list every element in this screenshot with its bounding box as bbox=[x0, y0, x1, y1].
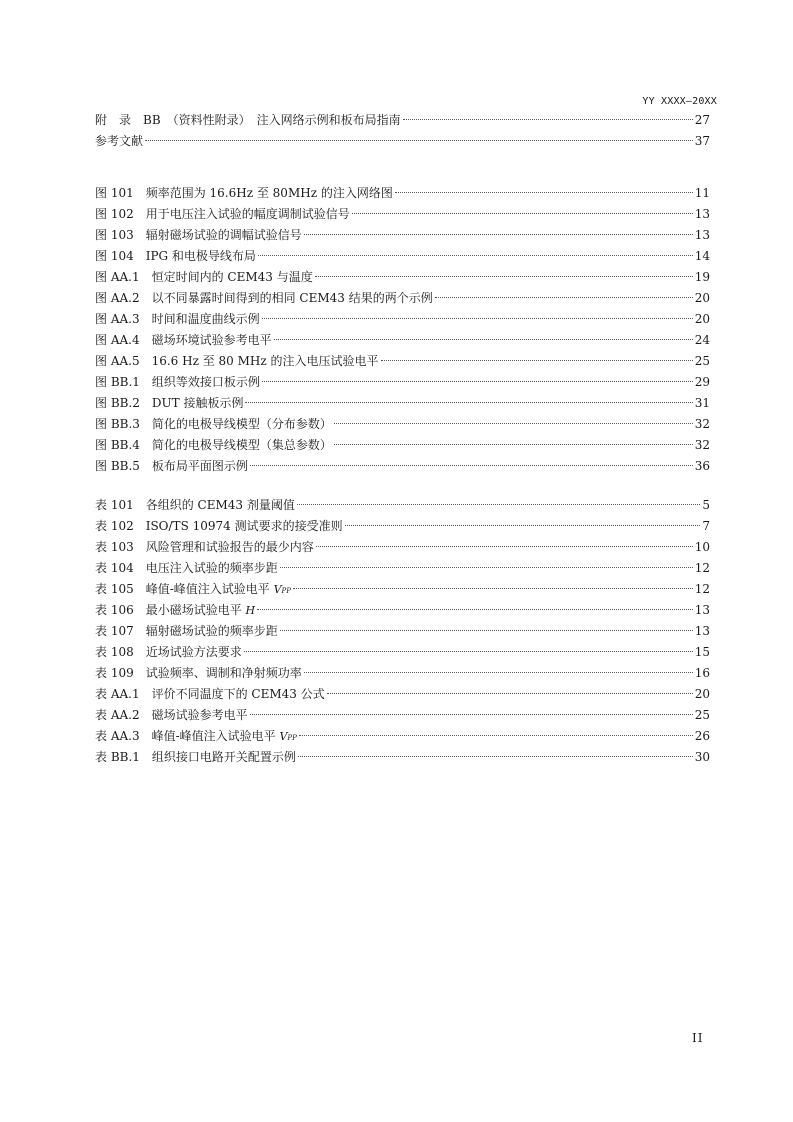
toc-entry-page: 19 bbox=[694, 270, 710, 284]
dot-leader bbox=[244, 651, 693, 652]
toc-entry[interactable] bbox=[95, 435, 710, 456]
toc-entry-page: 14 bbox=[694, 249, 710, 263]
toc-entry-page: 5 bbox=[702, 498, 710, 512]
toc-entry[interactable] bbox=[95, 330, 710, 351]
dot-leader bbox=[334, 444, 693, 445]
toc-entry-label: 表 106 最小磁场试验电平 bbox=[95, 603, 246, 617]
toc-entry[interactable] bbox=[95, 309, 710, 330]
toc-entry-page: 20 bbox=[694, 291, 710, 305]
toc-entry[interactable] bbox=[95, 414, 710, 435]
toc-entry[interactable] bbox=[95, 747, 710, 768]
dot-leader bbox=[316, 546, 693, 547]
toc-entry-page: 20 bbox=[694, 312, 710, 326]
toc-entry-page: 15 bbox=[694, 645, 710, 659]
dot-leader bbox=[345, 525, 701, 526]
toc-entry-label: 图 101 频率范围为 16.6Hz 至 80MHz 的注入网络图 bbox=[95, 186, 393, 200]
dot-leader bbox=[245, 402, 692, 403]
toc-entry-page: 20 bbox=[694, 687, 710, 701]
toc-entry[interactable] bbox=[95, 183, 710, 204]
toc-entry[interactable] bbox=[95, 726, 710, 747]
toc-entry-symbol bbox=[274, 579, 291, 602]
toc-entry-page: 25 bbox=[694, 354, 710, 368]
toc-entry-page: 25 bbox=[694, 708, 710, 722]
dot-leader bbox=[435, 297, 693, 298]
toc-entry-label: 表 AA.1 评价不同温度下的 CEM43 公式 bbox=[95, 687, 325, 701]
toc-entry-label: 表 103 风险管理和试验报告的最少内容 bbox=[95, 540, 314, 554]
toc-entry[interactable] bbox=[95, 537, 710, 558]
toc-entry[interactable] bbox=[95, 246, 710, 267]
toc-entry[interactable] bbox=[95, 642, 710, 663]
toc-entry-label: 图 102 用于电压注入试验的幅度调制试验信号 bbox=[95, 207, 350, 221]
toc-entry-label: 图 BB.2 DUT 接触板示例 bbox=[95, 396, 244, 410]
dot-leader bbox=[304, 234, 693, 235]
dot-leader bbox=[250, 465, 693, 466]
toc-entry-page: 37 bbox=[694, 134, 710, 148]
toc-entry[interactable] bbox=[95, 600, 710, 621]
toc-entry-page: 16 bbox=[694, 666, 710, 680]
symbol-letter: V bbox=[279, 730, 288, 743]
toc-entry[interactable] bbox=[95, 579, 710, 600]
toc-entry-label: 图 AA.1 恒定时间内的 CEM43 与温度 bbox=[95, 270, 313, 284]
toc-entry[interactable] bbox=[95, 267, 710, 288]
page-number: II bbox=[692, 1031, 704, 1045]
toc-entry-page: 13 bbox=[694, 228, 710, 242]
toc-entry-label: 图 AA.2 以不同暴露时间得到的相同 CEM43 结果的两个示例 bbox=[95, 291, 433, 305]
toc-entry-page: 32 bbox=[694, 438, 710, 452]
toc-entry[interactable] bbox=[95, 372, 710, 393]
symbol-letter: H bbox=[245, 604, 256, 617]
dot-leader bbox=[293, 588, 693, 589]
dot-leader bbox=[257, 609, 693, 610]
toc-entry[interactable] bbox=[95, 456, 710, 477]
dot-leader bbox=[262, 318, 693, 319]
toc-entry-page: 12 bbox=[694, 561, 710, 575]
document-code: YY XXXX—20XX bbox=[642, 96, 717, 107]
toc-entry[interactable] bbox=[95, 288, 710, 309]
toc-entry[interactable] bbox=[95, 131, 710, 152]
toc-entry-page: 7 bbox=[702, 519, 710, 533]
toc-entry-page: 12 bbox=[694, 582, 710, 596]
dot-leader bbox=[352, 213, 693, 214]
symbol-subscript: PP bbox=[287, 734, 297, 742]
dot-leader bbox=[258, 255, 693, 256]
toc-entry-label: 表 102 ISO/TS 10974 测试要求的接受准则 bbox=[95, 519, 343, 533]
toc-entry-label: 图 AA.3 时间和温度曲线示例 bbox=[95, 312, 260, 326]
toc-entry[interactable] bbox=[95, 621, 710, 642]
toc-entry-label: 表 101 各组织的 CEM43 剂量阈值 bbox=[95, 498, 295, 512]
toc-entry-label: 表 AA.2 磁场试验参考电平 bbox=[95, 708, 248, 722]
symbol-subscript: PP bbox=[281, 587, 291, 595]
dot-leader bbox=[334, 423, 693, 424]
dot-leader bbox=[250, 714, 693, 715]
dot-leader bbox=[327, 693, 693, 694]
toc-entry-page: 24 bbox=[694, 333, 710, 347]
toc-entry-label: 表 108 近场试验方法要求 bbox=[95, 645, 242, 659]
toc-entry-label: 图 103 辐射磁场试验的调幅试验信号 bbox=[95, 228, 302, 242]
toc-entry-label: 表 109 试验频率、调制和净射频功率 bbox=[95, 666, 302, 680]
dot-leader bbox=[145, 140, 693, 141]
toc-entry[interactable] bbox=[95, 516, 710, 537]
toc-entry-label: 表 AA.3 峰值-峰值注入试验电平 bbox=[95, 729, 280, 743]
toc-entry-label: 图 AA.5 16.6 Hz 至 80 MHz 的注入电压试验电平 bbox=[95, 354, 379, 368]
toc-entry-page: 13 bbox=[694, 603, 710, 617]
toc-entry-page: 26 bbox=[694, 729, 710, 743]
toc-entry-symbol bbox=[279, 726, 296, 749]
toc-entry[interactable] bbox=[95, 393, 710, 414]
toc-entry-page: 36 bbox=[694, 459, 710, 473]
toc-entry[interactable] bbox=[95, 684, 710, 705]
toc-entry-label: 图 BB.4 简化的电极导线模型（集总参数） bbox=[95, 438, 332, 452]
dot-leader bbox=[403, 119, 693, 120]
toc-entry-label: 参考文献 bbox=[95, 134, 144, 148]
dot-leader bbox=[299, 735, 693, 736]
dot-leader bbox=[304, 672, 693, 673]
toc-entry[interactable] bbox=[95, 705, 710, 726]
toc-entry-label: 表 104 电压注入试验的频率步距 bbox=[95, 561, 278, 575]
toc-entry-page: 27 bbox=[694, 113, 710, 127]
symbol-letter: V bbox=[273, 583, 282, 596]
toc-entry-label: 表 107 辐射磁场试验的频率步距 bbox=[95, 624, 278, 638]
dot-leader bbox=[280, 567, 693, 568]
toc-entry-label: 附 录 BB （资料性附录） 注入网络示例和板布局指南 bbox=[95, 113, 401, 127]
toc-entry[interactable] bbox=[95, 225, 710, 246]
toc-entry-page: 13 bbox=[694, 207, 710, 221]
toc-entry-label: 图 AA.4 磁场环境试验参考电平 bbox=[95, 333, 272, 347]
toc-figures-section bbox=[95, 183, 710, 477]
dot-leader bbox=[274, 339, 693, 340]
toc-tables-section bbox=[95, 495, 710, 768]
toc-entry[interactable] bbox=[95, 558, 710, 579]
toc-entry[interactable] bbox=[95, 663, 710, 684]
toc-entry-symbol bbox=[246, 600, 256, 621]
toc-entry-label: 图 BB.3 简化的电极导线模型（分布参数） bbox=[95, 417, 332, 431]
toc-entry-page: 30 bbox=[694, 750, 710, 764]
dot-leader bbox=[395, 192, 693, 193]
toc-entry-label: 图 BB.1 组织等效接口板示例 bbox=[95, 375, 260, 389]
toc-entry[interactable] bbox=[95, 110, 710, 131]
toc-entry[interactable] bbox=[95, 495, 710, 516]
toc-entry[interactable] bbox=[95, 204, 710, 225]
toc-entry-page: 31 bbox=[694, 396, 710, 410]
toc-entry-label: 图 104 IPG 和电极导线布局 bbox=[95, 249, 256, 263]
toc-entry-label: 图 BB.5 板布局平面图示例 bbox=[95, 459, 248, 473]
toc-entry-page: 32 bbox=[694, 417, 710, 431]
toc-entry-page: 11 bbox=[694, 186, 710, 200]
toc-annex-section bbox=[95, 110, 710, 152]
toc-entry-label: 表 105 峰值-峰值注入试验电平 bbox=[95, 582, 274, 596]
dot-leader bbox=[280, 630, 693, 631]
toc-entry-page: 10 bbox=[694, 540, 710, 554]
dot-leader bbox=[381, 360, 693, 361]
toc-entry-page: 13 bbox=[694, 624, 710, 638]
dot-leader bbox=[297, 504, 701, 505]
toc-entry[interactable] bbox=[95, 351, 710, 372]
toc-entry-page: 29 bbox=[694, 375, 710, 389]
dot-leader bbox=[298, 756, 693, 757]
dot-leader bbox=[262, 381, 693, 382]
dot-leader bbox=[315, 276, 693, 277]
toc-entry-label: 表 BB.1 组织接口电路开关配置示例 bbox=[95, 750, 296, 764]
